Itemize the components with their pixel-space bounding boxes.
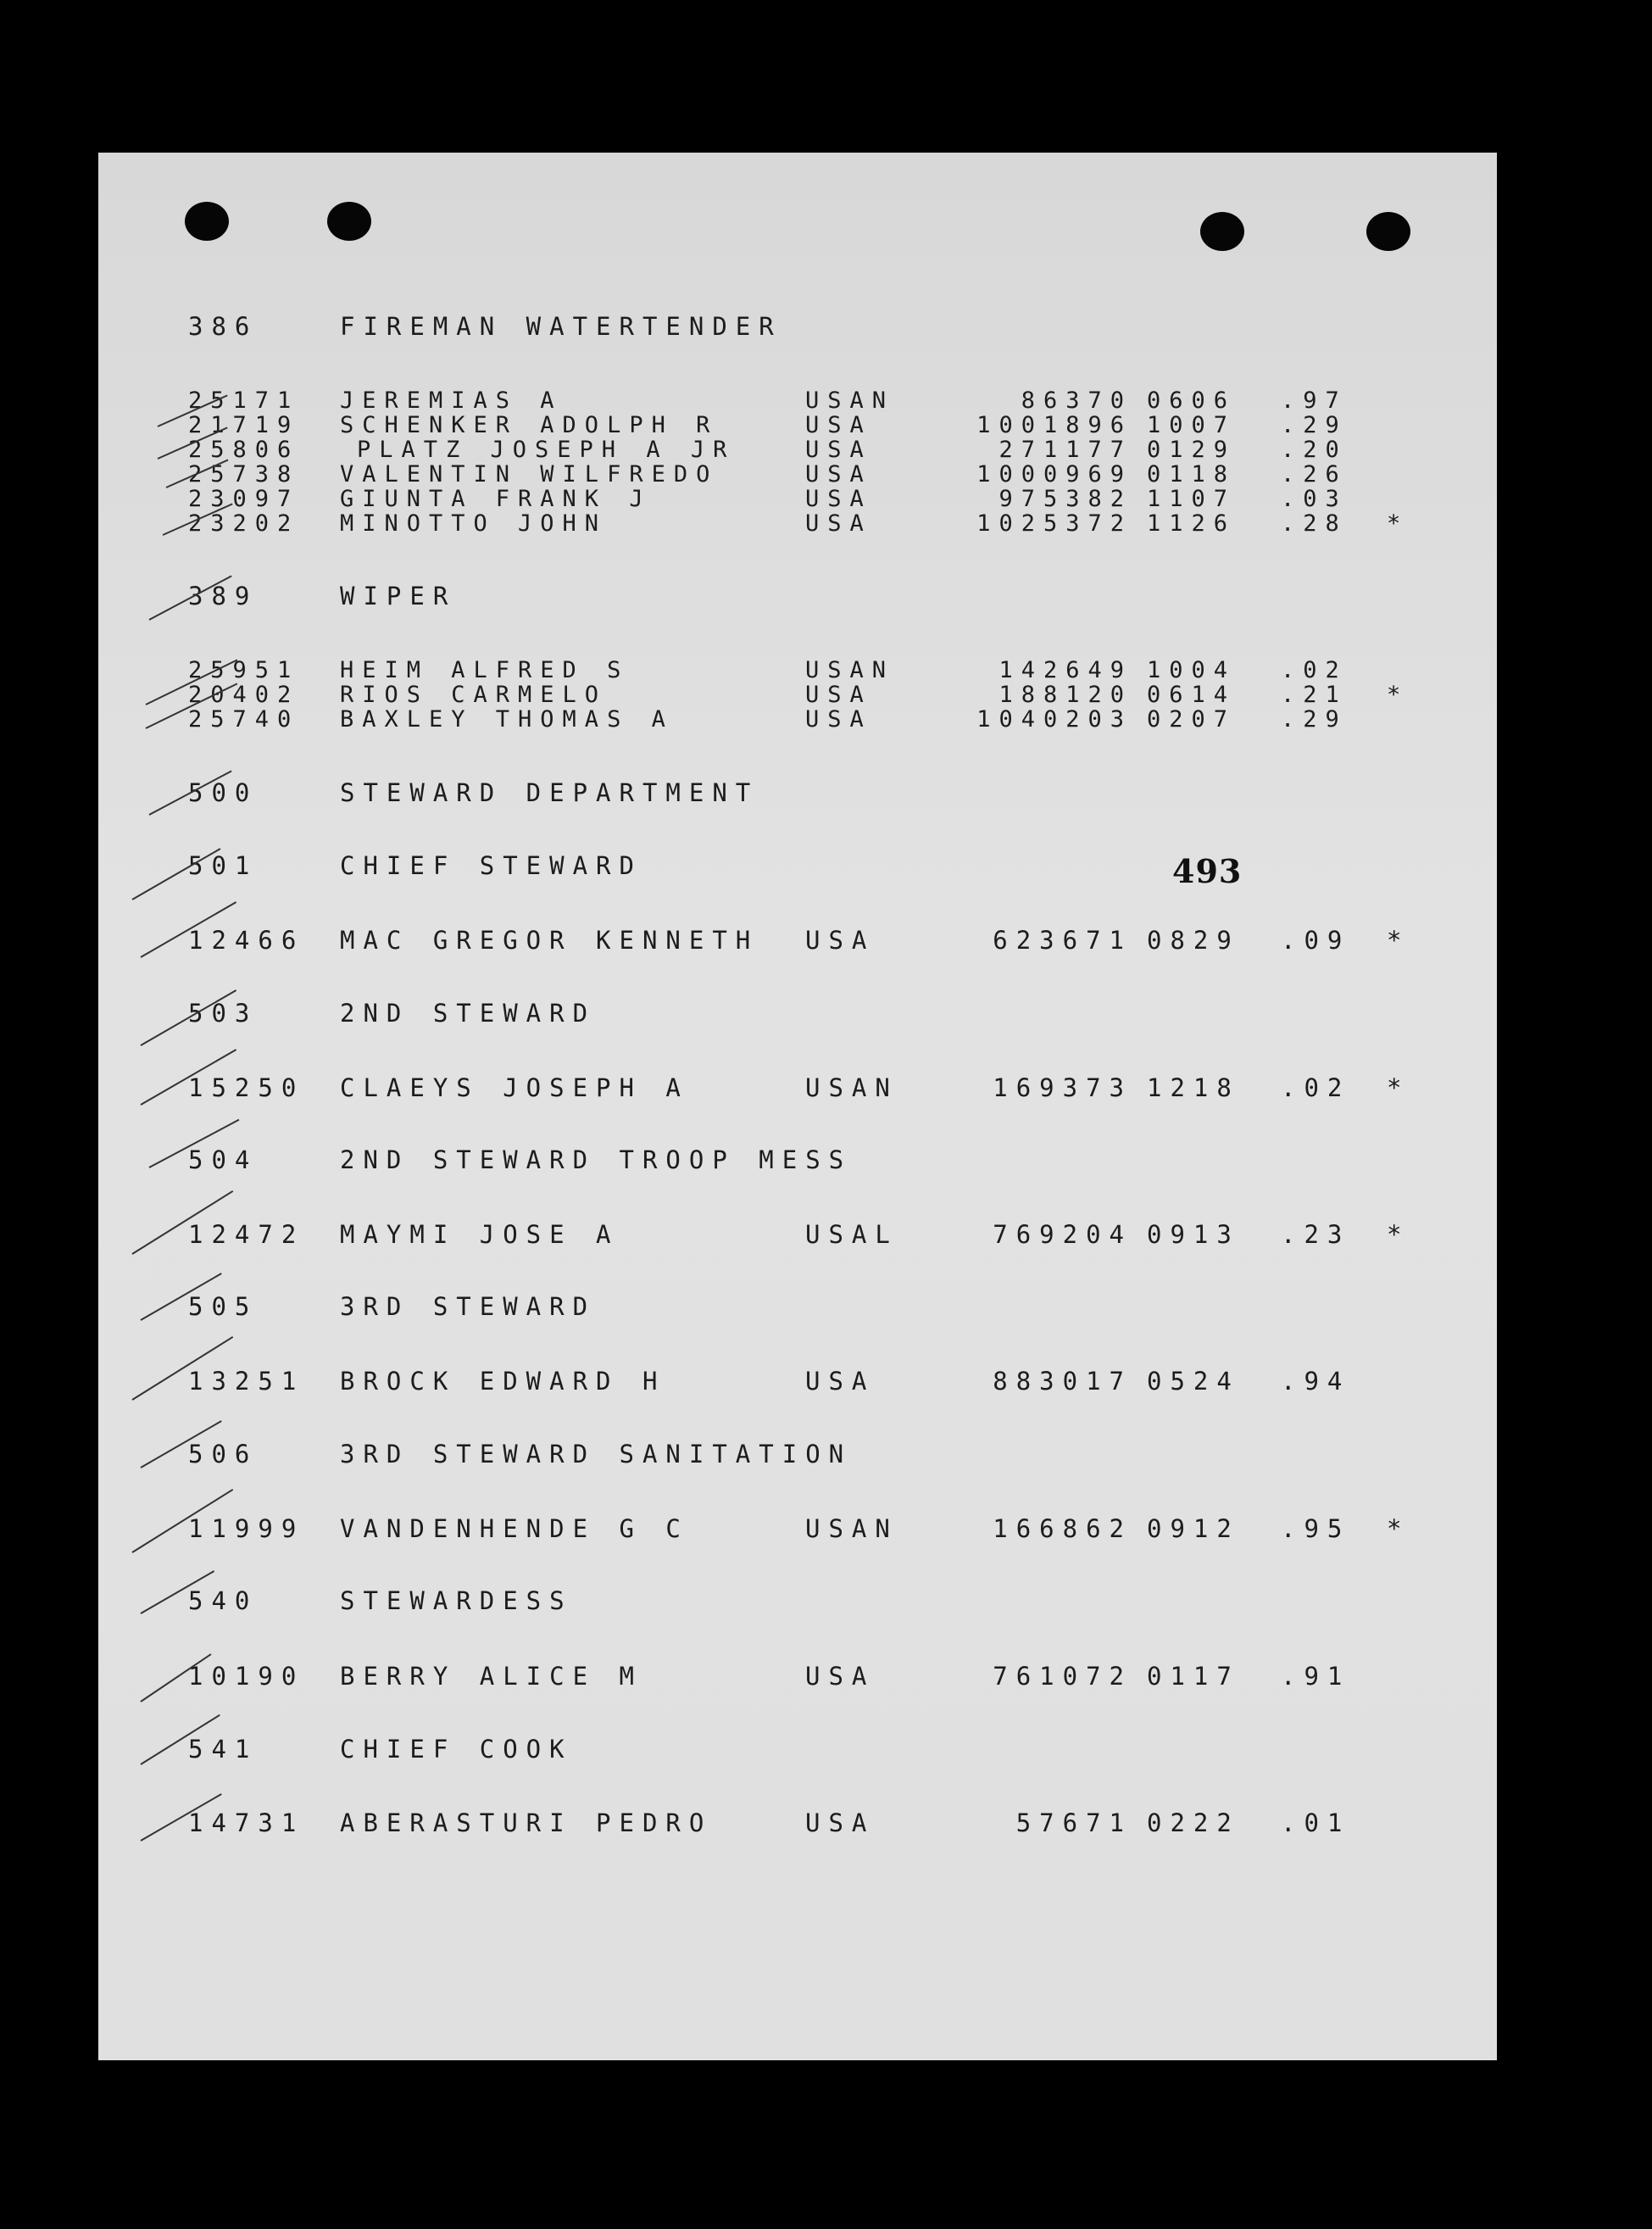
section-code: 504 — [188, 1145, 259, 1174]
crew-value: .02 — [1281, 657, 1348, 683]
crew-id: 25740 — [188, 706, 300, 733]
section-code: 506 — [188, 1440, 259, 1468]
crew-row — [98, 658, 1497, 683]
crew-id: 23097 — [188, 486, 300, 512]
crew-number: 761072 — [993, 1662, 1132, 1691]
crew-number: 57671 — [1015, 1808, 1132, 1837]
crew-mark: * — [1387, 926, 1410, 955]
crew-number: 1001896 — [976, 412, 1132, 438]
crew-number: 188120 — [998, 682, 1132, 708]
crew-id: 20402 — [188, 682, 300, 708]
crew-date: 0117 — [1147, 1662, 1240, 1691]
crew-id: 14731 — [188, 1808, 305, 1837]
crew-row — [98, 683, 1497, 708]
crew-nationality: USAL — [805, 1220, 898, 1249]
crew-name: GIUNTA FRANK J — [340, 486, 652, 512]
section-title: 2ND STEWARD TROOP MESS — [340, 1145, 853, 1174]
crew-value: .97 — [1281, 387, 1348, 414]
crew-name: ABERASTURI PEDRO — [340, 1808, 713, 1837]
crew-row — [98, 1808, 1497, 1837]
crew-value: .28 — [1281, 510, 1348, 537]
section-header — [98, 778, 1497, 807]
crew-nationality: USAN — [805, 1073, 898, 1102]
crew-name: JEREMIAS A — [340, 387, 563, 414]
crew-mark: * — [1387, 1073, 1410, 1102]
crew-id: 10190 — [188, 1662, 305, 1691]
punch-hole — [185, 202, 229, 241]
crew-name: BAXLEY THOMAS A — [340, 706, 674, 733]
section-header — [98, 312, 1497, 341]
section-header — [98, 1145, 1497, 1174]
crew-id: 11999 — [188, 1514, 305, 1543]
crew-name: MINOTTO JOHN — [340, 510, 608, 537]
crew-row — [98, 487, 1497, 512]
crew-nationality: USA — [805, 437, 872, 463]
crew-id: 12472 — [188, 1220, 305, 1249]
crew-name: RIOS CARMELO — [340, 682, 608, 708]
crew-row — [98, 1662, 1497, 1691]
crew-value: .01 — [1281, 1808, 1351, 1837]
crew-value: .20 — [1281, 437, 1348, 463]
document-page — [98, 153, 1497, 2060]
crew-id: 25951 — [188, 657, 300, 683]
crew-nationality: USA — [805, 926, 876, 955]
crew-value: .23 — [1281, 1220, 1351, 1249]
crew-value: .26 — [1281, 461, 1348, 488]
section-code: 386 — [188, 312, 259, 341]
crew-date: 0829 — [1147, 926, 1240, 955]
crew-mark: * — [1387, 1220, 1410, 1249]
crew-row — [98, 1514, 1497, 1543]
section-title: 3RD STEWARD SANITATION — [340, 1440, 853, 1468]
crew-date: 1218 — [1147, 1073, 1240, 1102]
crew-row — [98, 462, 1497, 488]
crew-date: 1126 — [1147, 510, 1237, 537]
crew-date: 1107 — [1147, 486, 1237, 512]
crew-date: 0207 — [1147, 706, 1237, 733]
section-code: 540 — [188, 1586, 259, 1615]
crew-row — [98, 388, 1497, 414]
section-title: CHIEF COOK — [340, 1735, 573, 1764]
crew-date: 0912 — [1147, 1514, 1240, 1543]
crew-id: 23202 — [188, 510, 300, 537]
section-code: 501 — [188, 851, 259, 880]
crew-nationality: USA — [805, 510, 872, 537]
crew-value: .09 — [1281, 926, 1351, 955]
crew-mark: * — [1387, 1514, 1410, 1543]
crew-value: .29 — [1281, 706, 1348, 733]
crew-value: .02 — [1281, 1073, 1351, 1102]
crew-number: 1040203 — [976, 706, 1132, 733]
section-header — [98, 851, 1497, 880]
crew-nationality: USA — [805, 1662, 876, 1691]
section-title: 3RD STEWARD — [340, 1292, 597, 1321]
crew-nationality: USA — [805, 461, 872, 488]
section-header — [98, 1735, 1497, 1764]
crew-id: 25806 — [188, 437, 300, 463]
section-title: 2ND STEWARD — [340, 999, 597, 1028]
crew-row — [98, 1220, 1497, 1249]
section-code: 503 — [188, 999, 259, 1028]
crew-nationality: USA — [805, 486, 872, 512]
crew-date: 0222 — [1147, 1808, 1240, 1837]
crew-id: 25171 — [188, 387, 300, 414]
crew-name: VALENTIN WILFREDO — [340, 461, 719, 488]
crew-date: 0614 — [1147, 682, 1237, 708]
section-header — [98, 999, 1497, 1028]
crew-nationality: USA — [805, 682, 872, 708]
crew-date: 0913 — [1147, 1220, 1240, 1249]
crew-row — [98, 707, 1497, 733]
crew-id: 21719 — [188, 412, 300, 438]
crew-number: 883017 — [993, 1367, 1132, 1396]
crew-nationality: USAN — [805, 657, 895, 683]
crew-id: 25738 — [188, 461, 300, 488]
section-title: CHIEF STEWARD — [340, 851, 642, 880]
crew-number: 142649 — [998, 657, 1132, 683]
crew-row — [98, 511, 1497, 537]
crew-date: 0606 — [1147, 387, 1237, 414]
crew-name: HEIM ALFRED S — [340, 657, 630, 683]
section-code: 505 — [188, 1292, 259, 1321]
crew-nationality: USA — [805, 1808, 876, 1837]
crew-number: 975382 — [998, 486, 1132, 512]
crew-nationality: USA — [805, 412, 872, 438]
crew-value: .94 — [1281, 1367, 1351, 1396]
crew-id: 15250 — [188, 1073, 305, 1102]
crew-name: MAC GREGOR KENNETH — [340, 926, 759, 955]
crew-value: .95 — [1281, 1514, 1351, 1543]
section-header — [98, 1440, 1497, 1468]
crew-name: PLATZ JOSEPH A JR — [357, 437, 736, 463]
section-code: 541 — [188, 1735, 259, 1764]
crew-number: 169373 — [993, 1073, 1132, 1102]
crew-row — [98, 1073, 1497, 1102]
crew-mark: * — [1387, 682, 1410, 708]
section-code: 500 — [188, 778, 259, 807]
crew-id: 13251 — [188, 1367, 305, 1396]
crew-mark: * — [1387, 510, 1410, 537]
crew-name: BERRY ALICE M — [340, 1662, 642, 1691]
section-title: STEWARDESS — [340, 1586, 573, 1615]
crew-name: MAYMI JOSE A — [340, 1220, 620, 1249]
crew-name: BROCK EDWARD H — [340, 1367, 666, 1396]
crew-number: 769204 — [993, 1220, 1132, 1249]
crew-id: 12466 — [188, 926, 305, 955]
crew-row — [98, 413, 1497, 438]
crew-value: .21 — [1281, 682, 1348, 708]
crew-number: 1025372 — [976, 510, 1132, 537]
crew-number: 271177 — [998, 437, 1132, 463]
section-title: WIPER — [340, 582, 457, 610]
crew-nationality: USAN — [805, 387, 895, 414]
crew-row — [98, 1367, 1497, 1396]
crew-value: .03 — [1281, 486, 1348, 512]
crew-row — [98, 926, 1497, 955]
punch-hole — [1366, 212, 1410, 251]
crew-name: VANDENHENDE G C — [340, 1514, 689, 1543]
crew-value: .29 — [1281, 412, 1348, 438]
crew-date: 0118 — [1147, 461, 1237, 488]
page-stamp-number: 493 — [1172, 852, 1243, 890]
section-header — [98, 1292, 1497, 1321]
crew-date: 0129 — [1147, 437, 1237, 463]
section-title: FIREMAN WATERTENDER — [340, 312, 782, 341]
punch-hole — [327, 202, 371, 241]
crew-number: 166862 — [993, 1514, 1132, 1543]
section-header — [98, 1586, 1497, 1615]
section-title: STEWARD DEPARTMENT — [340, 778, 759, 807]
crew-name: CLAEYS JOSEPH A — [340, 1073, 689, 1102]
crew-name: SCHENKER ADOLPH R — [340, 412, 719, 438]
crew-nationality: USAN — [805, 1514, 898, 1543]
crew-number: 86370 — [1021, 387, 1132, 414]
section-code: 389 — [188, 582, 259, 610]
crew-nationality: USA — [805, 706, 872, 733]
crew-nationality: USA — [805, 1367, 876, 1396]
crew-value: .91 — [1281, 1662, 1351, 1691]
crew-number: 623671 — [993, 926, 1132, 955]
crew-date: 1007 — [1147, 412, 1237, 438]
crew-row — [98, 437, 1497, 463]
crew-date: 1004 — [1147, 657, 1237, 683]
crew-number: 1000969 — [976, 461, 1132, 488]
punch-hole — [1200, 212, 1244, 251]
section-header — [98, 582, 1497, 610]
crew-date: 0524 — [1147, 1367, 1240, 1396]
